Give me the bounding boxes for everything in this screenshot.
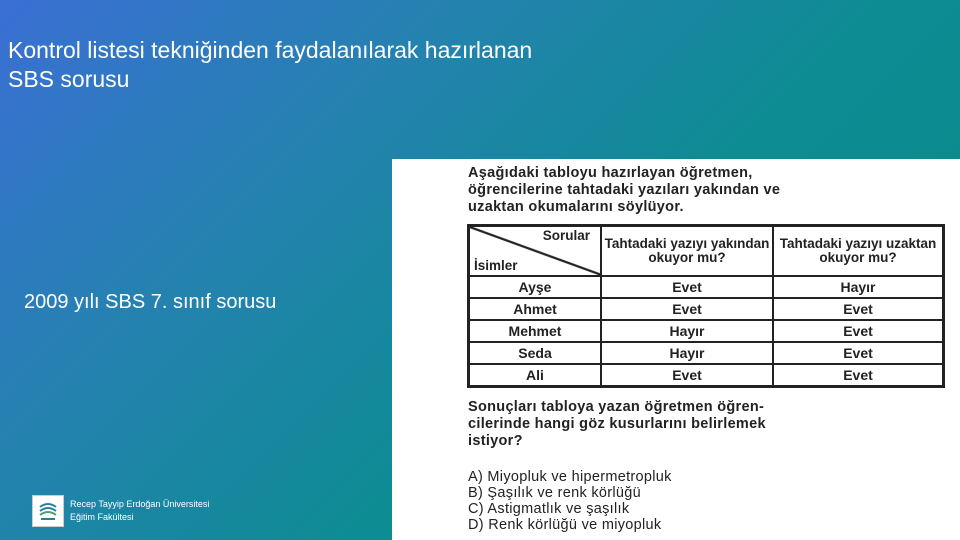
intro-line: Aşağıdaki tabloyu hazırlayan öğretmen, — [468, 165, 753, 181]
intro-line: öğrencilerine tahtadaki yazıları yakından ve — [468, 182, 781, 198]
stem-line: cilerinde hangi göz kusurlarını belirlemek — [468, 416, 766, 432]
table-cell-near: Evet — [601, 298, 773, 320]
table-corner-cell — [469, 226, 602, 277]
footer-university: Recep Tayyip Erdoğan Üniversitesi — [70, 499, 210, 509]
footer — [32, 494, 209, 528]
intro-line: uzaktan okumalarını söylüyor. — [468, 199, 684, 215]
option-a: A) Miyopluk ve hipermetropluk — [468, 469, 672, 485]
option-c: C) Astigmatlık ve şaşılık — [468, 501, 630, 517]
table-cell-far: Hayır — [773, 276, 944, 298]
table-cell-far: Evet — [773, 320, 944, 342]
table-cell-far: Evet — [773, 364, 944, 387]
question-stem — [468, 399, 958, 450]
footer-faculty: Eğitim Fakültesi — [70, 512, 134, 522]
question-image — [392, 159, 960, 540]
table-row — [469, 364, 944, 387]
slide-title-line-1: Kontrol listesi tekniğinden faydalanılarak hazırlanan — [8, 37, 533, 63]
option-b: B) Şaşılık ve renk körlüğü — [468, 485, 642, 501]
corner-label-names: İsimler — [474, 258, 518, 273]
table-cell-name: Ali — [469, 364, 602, 387]
table-cell-name: Mehmet — [469, 320, 602, 342]
slide-title-line-2: SBS sorusu — [8, 66, 130, 92]
table-row — [469, 342, 944, 364]
footer-text — [70, 498, 209, 524]
table-header-near: Tahtadaki yazıyı yakından okuyor mu? — [601, 226, 773, 277]
question-intro — [468, 165, 958, 216]
table-cell-name: Ahmet — [469, 298, 602, 320]
table-cell-near: Evet — [601, 276, 773, 298]
table-row — [469, 276, 944, 298]
table-cell-near: Hayır — [601, 320, 773, 342]
table-row — [469, 320, 944, 342]
checklist-table — [467, 224, 945, 388]
option-d: D) Renk körlüğü ve miyopluk — [468, 517, 662, 533]
answer-options — [468, 469, 958, 533]
corner-label-questions: Sorular — [542, 228, 590, 243]
university-logo-icon — [32, 495, 64, 527]
table-cell-name: Ayşe — [469, 276, 602, 298]
stem-line: Sonuçları tabloya yazan öğretmen öğren- — [468, 399, 765, 415]
table-cell-far: Evet — [773, 298, 944, 320]
table-row — [469, 298, 944, 320]
table-cell-far: Evet — [773, 342, 944, 364]
table-cell-near: Evet — [601, 364, 773, 387]
slide-title — [8, 36, 768, 94]
table-cell-name: Seda — [469, 342, 602, 364]
table-cell-near: Hayır — [601, 342, 773, 364]
table-header-row — [469, 226, 944, 277]
table-header-far: Tahtadaki yazıyı uzaktan okuyor mu? — [773, 226, 944, 277]
slide-subtitle: 2009 yılı SBS 7. sınıf sorusu — [24, 291, 277, 313]
stem-line: istiyor? — [468, 433, 523, 449]
